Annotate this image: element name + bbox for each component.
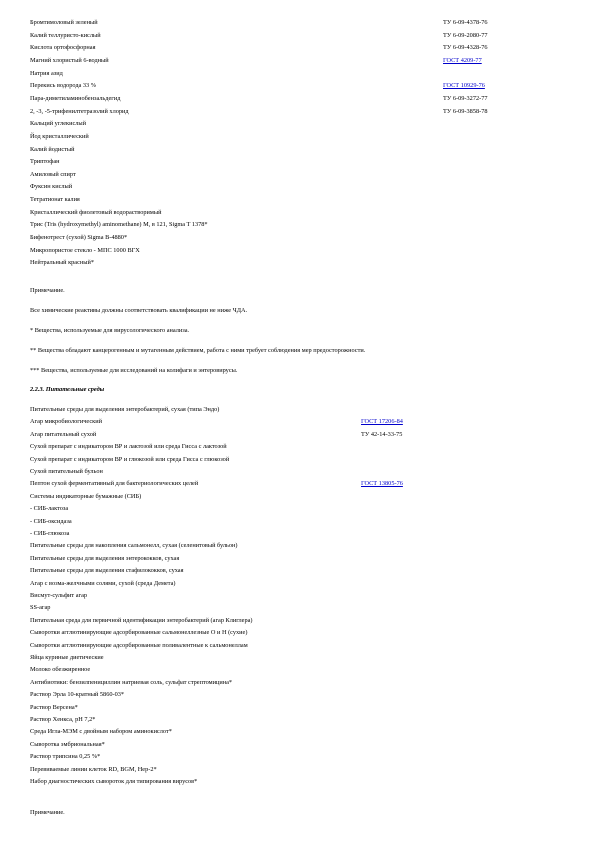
list-item-name: Фуксин кислый (30, 183, 73, 191)
list-item-name: Перекись водорода 33 % (30, 82, 97, 90)
list-item-name: Сыворотки агглютинирующие адсорбированные поливалентные к сальмонеллам (30, 641, 248, 649)
list-item-name: Питательные среды для выделения энтеробактерий, сухая (типа Эндо) (30, 406, 220, 413)
list-item-name: Пептон сухой ферментативный для бактериологических целей (30, 480, 199, 488)
list-item-name: Антибиотики: бензилпенициллин натриевая соль, сульфат стрептомицина* (30, 678, 233, 686)
list-item-name: Раствор Эрла 10-кратный 5860-03* (30, 691, 125, 699)
standard-ref: ТУ 42-14-33-75 (361, 430, 403, 438)
standard-ref: ТУ 6-09-3858-78 (443, 107, 488, 115)
note-line: ** Вещества обладают канцерогенным и мутагенным действием, работа с ними требует соблюдения мер предосторожности. (30, 347, 366, 354)
list-item-name: Питательная среда для первичной идентификации энтеробактерий (агар Клиглера) (30, 616, 253, 624)
list-item-name: Раствор Версена* (30, 703, 78, 711)
list-item-name: Яйца куриные диетические (30, 654, 104, 661)
list-item-name: Амиловый спирт (30, 170, 76, 178)
standard-ref: ТУ 6-09-4378-76 (443, 19, 488, 26)
list-item-name: Системы индикаторные бумажные (СИБ) (30, 492, 142, 500)
list-item-name: Сухой препарат с индикатором ВР и лактозой или среда Гисса с лактозой (30, 443, 227, 451)
list-item-name: Калий йодистый (30, 145, 75, 153)
list-item-name: Бифенотрест (сухой) Sigma B-4880* (30, 234, 128, 242)
list-item-name: Калий теллуристо-кислый (30, 31, 101, 39)
list-item-name: Сухой препарат с индикатором ВР и глюкозой или среда Гисса с глюкозой (30, 455, 230, 463)
list-item-name: Бромтимоловый зеленый (30, 19, 98, 26)
list-item-name: Агар питательный сухой (30, 430, 97, 438)
list-item-name: Питательные среды для накопления сальмонелл, сухая (селенитовый бульон) (30, 542, 238, 550)
standard-link[interactable]: ГОСТ 13805-76 (361, 480, 403, 488)
list-item-name: Среда Игла-МЭМ с двойным набором аминокислот* (30, 728, 172, 736)
list-item-name: Тетратионат калия (30, 196, 80, 204)
note-line: *** Вещества, используемые для исследований на колифаги и энтеровирусы. (30, 367, 238, 374)
section-heading: 2.2.3. Питательные среды (30, 386, 105, 393)
list-item-name: Набор диагностических сывороток для типирования вирусов* (30, 778, 198, 785)
standard-link[interactable]: ГОСТ 4209-77 (443, 56, 482, 64)
list-item-name: Натрия азид (30, 69, 63, 77)
list-item-name: Питательные среды для выделения стафилококков, сухая (30, 567, 184, 575)
note-line: Все химические реактивы должны соответствовать квалификации не ниже ЧДА. (30, 307, 248, 314)
standard-ref: ТУ 6-09-3272-77 (443, 94, 488, 102)
list-item-name: Магний хлористый 6-водный (30, 56, 109, 64)
list-item-name: Трис (Tris (hydroxymethyl) aminomethane) M, в 121, Sigma T 1378* (30, 221, 208, 229)
list-item-name: - СИБ-лактоза (30, 505, 69, 513)
note-title: Примечание. (30, 809, 65, 816)
list-item-name: Кислота ортофосфорная (30, 44, 96, 52)
list-item-name: Сухой питательный бульон (30, 468, 103, 475)
list-item-name: Микропористое стекло - МПС 1000 ВГХ (30, 246, 140, 254)
note-title: Примечание. (30, 287, 65, 294)
list-item-name: Триптофан (30, 158, 60, 166)
list-item-name: - СИБ-глюкоза (30, 530, 70, 537)
list-item-name: Сыворотки агглютинирующие адсорбированные сальмонеллезные О и Н (сухие) (30, 629, 248, 637)
list-item-name: Перевиваемые линии клеток RD, BGM, Нер-2* (30, 765, 157, 773)
list-item-name: Молоко обезжиренное (30, 666, 91, 674)
list-item-name: Агар с возма-желчными солями, сухой (среда Демета) (30, 579, 176, 587)
list-item-name: Нейтральный красный* (30, 259, 95, 267)
list-item-name: Кристаллический фиолетовый водорастворимый (30, 208, 162, 216)
list-item-name: Йод кристаллический (30, 132, 89, 140)
standard-ref: ТУ 6-09-4328-76 (443, 44, 488, 52)
standard-link[interactable]: ГОСТ 10929-76 (443, 82, 485, 90)
list-item-name: Висмут-сульфит агар (30, 592, 88, 599)
list-item-name: Пара-диметиламинобензальдегид (30, 94, 121, 102)
list-item-name: Питательные среды для выделения энтерококков, сухая (30, 554, 180, 562)
list-item-name: SS-агар (30, 604, 51, 612)
list-item-name: Раствор Хенкса, pH 7,2* (30, 716, 96, 723)
note-line: * Вещества, используемые для вирусологического анализа. (30, 327, 190, 334)
list-item-name: Кальций углекислый (30, 120, 86, 128)
standard-link[interactable]: ГОСТ 17206-84 (361, 418, 403, 426)
list-item-name: Агар микробиологический (30, 418, 102, 426)
standard-ref: ТУ 6-09-2080-77 (443, 31, 488, 39)
list-item-name: Сыворотка эмбриональная* (30, 740, 105, 748)
list-item-name: Раствор трипсина 0,25 %* (30, 753, 101, 761)
list-item-name: - СИБ-оксидаза (30, 517, 72, 525)
list-item-name: 2, -3, -5-трифенилтетразолий хлорид (30, 107, 129, 115)
